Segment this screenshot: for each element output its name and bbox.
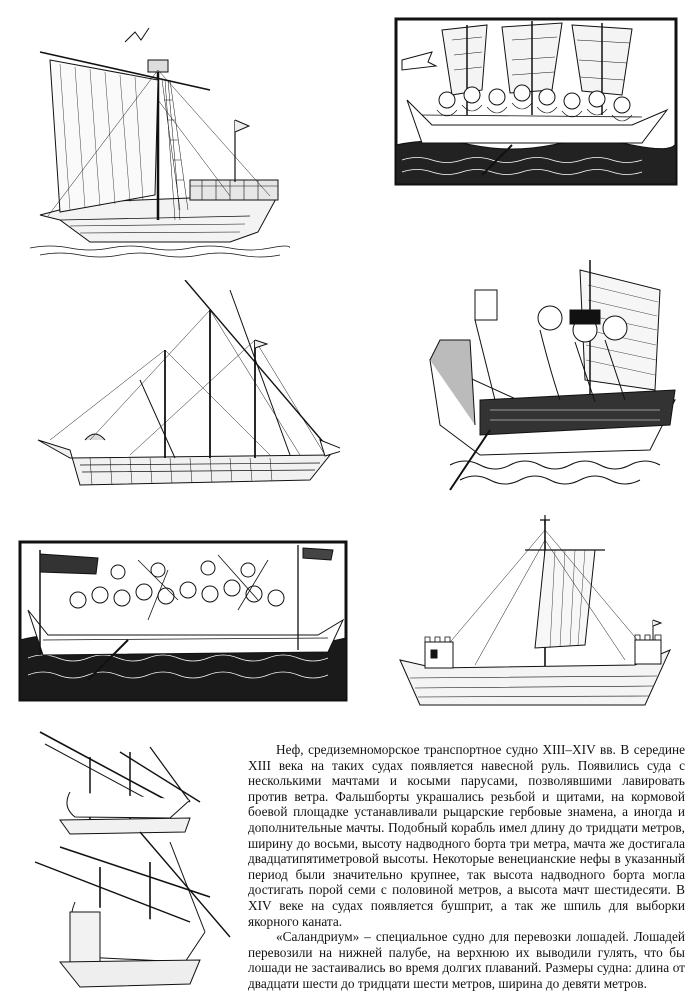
caption-text-block [248, 742, 685, 992]
manuscript-ship-figures-illustration [420, 250, 682, 500]
manuscript-ship-crowd-illustration [392, 15, 680, 188]
ship-sketches-illustration [30, 722, 235, 992]
galley-lateen-rig-illustration [30, 280, 340, 500]
nef-engraving-illustration [30, 20, 290, 260]
manuscript-ship-soldiers-illustration [18, 540, 348, 702]
caption-paragraph-salandrium: «Саландриум» – специальное судно для перевозки лошадей. Лошадей перевозили на нижней палубе, на верхнюю их выводили гулять, что бы лошади не застаивались во время долгих плаваний. Размеры судна: длина от двадцати шести до тридцати шести метров, ширина до девяти метров. [248, 929, 685, 991]
caption-paragraph-nef: Неф, средиземноморское транспортное судно XIII–XIV вв. В середине XIII века на таких судах появляется навесной руль. Появились суда с несколькими мачтами и косыми парусами, позволявшими лавировать против ветра. Фальшборты украшались резьбой и щитами, на кормовой боевой площадке устанавливали рыцарские гербовые знамена, а иногда и дополнительные мачты. Подобный корабль имел длину до тридцати метров, ширину до восьми, высоту надводного борта три метра, мачта же достигала двадцатипятиметровой высоты. Некоторые венецианские нефы в указанный период были значительно крупнее, так высота надводного борта могла достигать порой семи с половиной метров, а высота мачт шестидесяти. В XIV веке на судах появляется бушприт, а так же шпиль для выборки якорного каната. [248, 742, 685, 929]
cog-ship-illustration [395, 510, 680, 720]
